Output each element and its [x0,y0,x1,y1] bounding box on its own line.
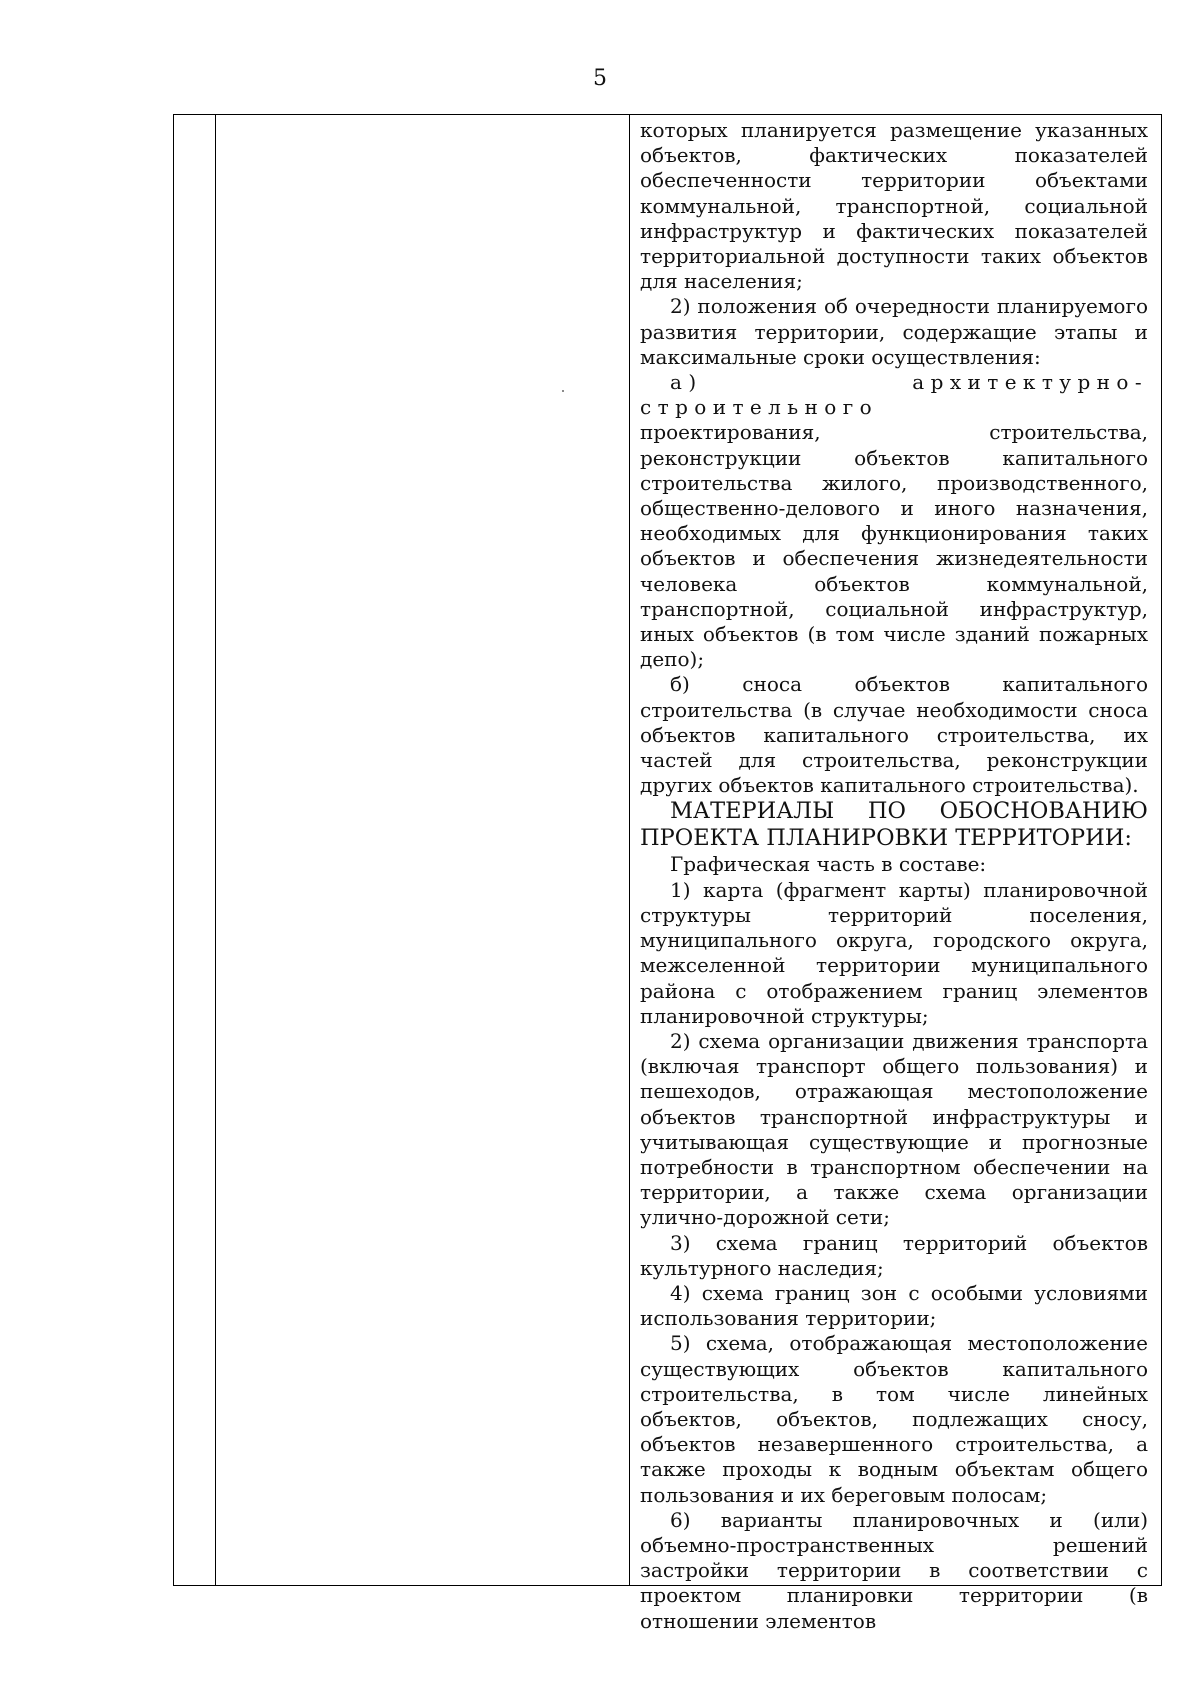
paragraph-graphic-part: Графическая часть в составе: [670,852,987,877]
list-item-4: 4) схема границ зон с особыми условиями использования территории; [640,1280,1148,1331]
paragraph-item-2a-body: проектирования, строительства, реконструкции объектов капитального строительства жилого, производственного, общественно-делового и иного назначения, необходимых для функционирования таких объектов и обеспечения жизнедеятельности человека объектов коммунальной, транспортной, социальной инфраструктур, иных объектов (в том числе зданий пожарных депо); [640,420,1148,672]
paragraph-item-2a-head: а) архитектурно-строительного [640,370,1148,420]
table-column-divider-2 [629,115,630,1585]
section-heading: МАТЕРИАЛЫ ПО ОБОСНОВАНИЮ ПРОЕКТА ПЛАНИРОВКИ ТЕРРИТОРИИ: [640,798,1148,852]
paragraph-item-2b: б) сноса объектов капитального строительства (в случае необходимости сноса объектов капитального строительства, их частей для строительства, реконструкции других объектов капитального строительства). [640,672,1148,798]
list-item-5: 5) схема, отображающая местоположение существующих объектов капитального строительства, в том числе линейных объектов, объектов, подлежащих сносу, объектов незавершенного строительства, а также проходы к водным объектам общего пользования и их береговым полосам; [640,1331,1148,1507]
paragraph-continuation: которых планируется размещение указанных объектов, фактических показателей обеспеченности территории объектами коммунальной, транспортной, социальной инфраструктур и фактических показателей территориальной доступности таких объектов для населения; [640,118,1148,294]
list-item-6: 6) варианты планировочных и (или) объемно-пространственных решений застройки территории в соответствии с проектом планировки территории (в отношении элементов [640,1507,1148,1633]
scan-speck [562,390,564,392]
page-number: 5 [593,66,607,91]
list-item-1: 1) карта (фрагмент карты) планировочной структуры территорий поселения, муниципального округа, городского округа, межселенной территории муниципального района с отображением границ элементов планировочной структуры; [640,877,1148,1028]
list-item-2: 2) схема организации движения транспорта (включая транспорт общего пользования) и пешеходов, отражающая местоположение объектов транспортной инфраструктуры и учитывающая существующие и прогнозные потребности в транспортном обеспечении на территории, а также схема организации улично-дорожной сети; [640,1028,1148,1230]
list-item-3: 3) схема границ территорий объектов культурного наследия; [640,1230,1148,1280]
table-column-divider-1 [215,115,216,1585]
paragraph-item-2: 2) положения об очередности планируемого развития территории, содержащие этапы и максимальные сроки осуществления: [640,294,1148,369]
document-table [173,114,1162,1633]
table-cell-text [640,118,1148,1633]
